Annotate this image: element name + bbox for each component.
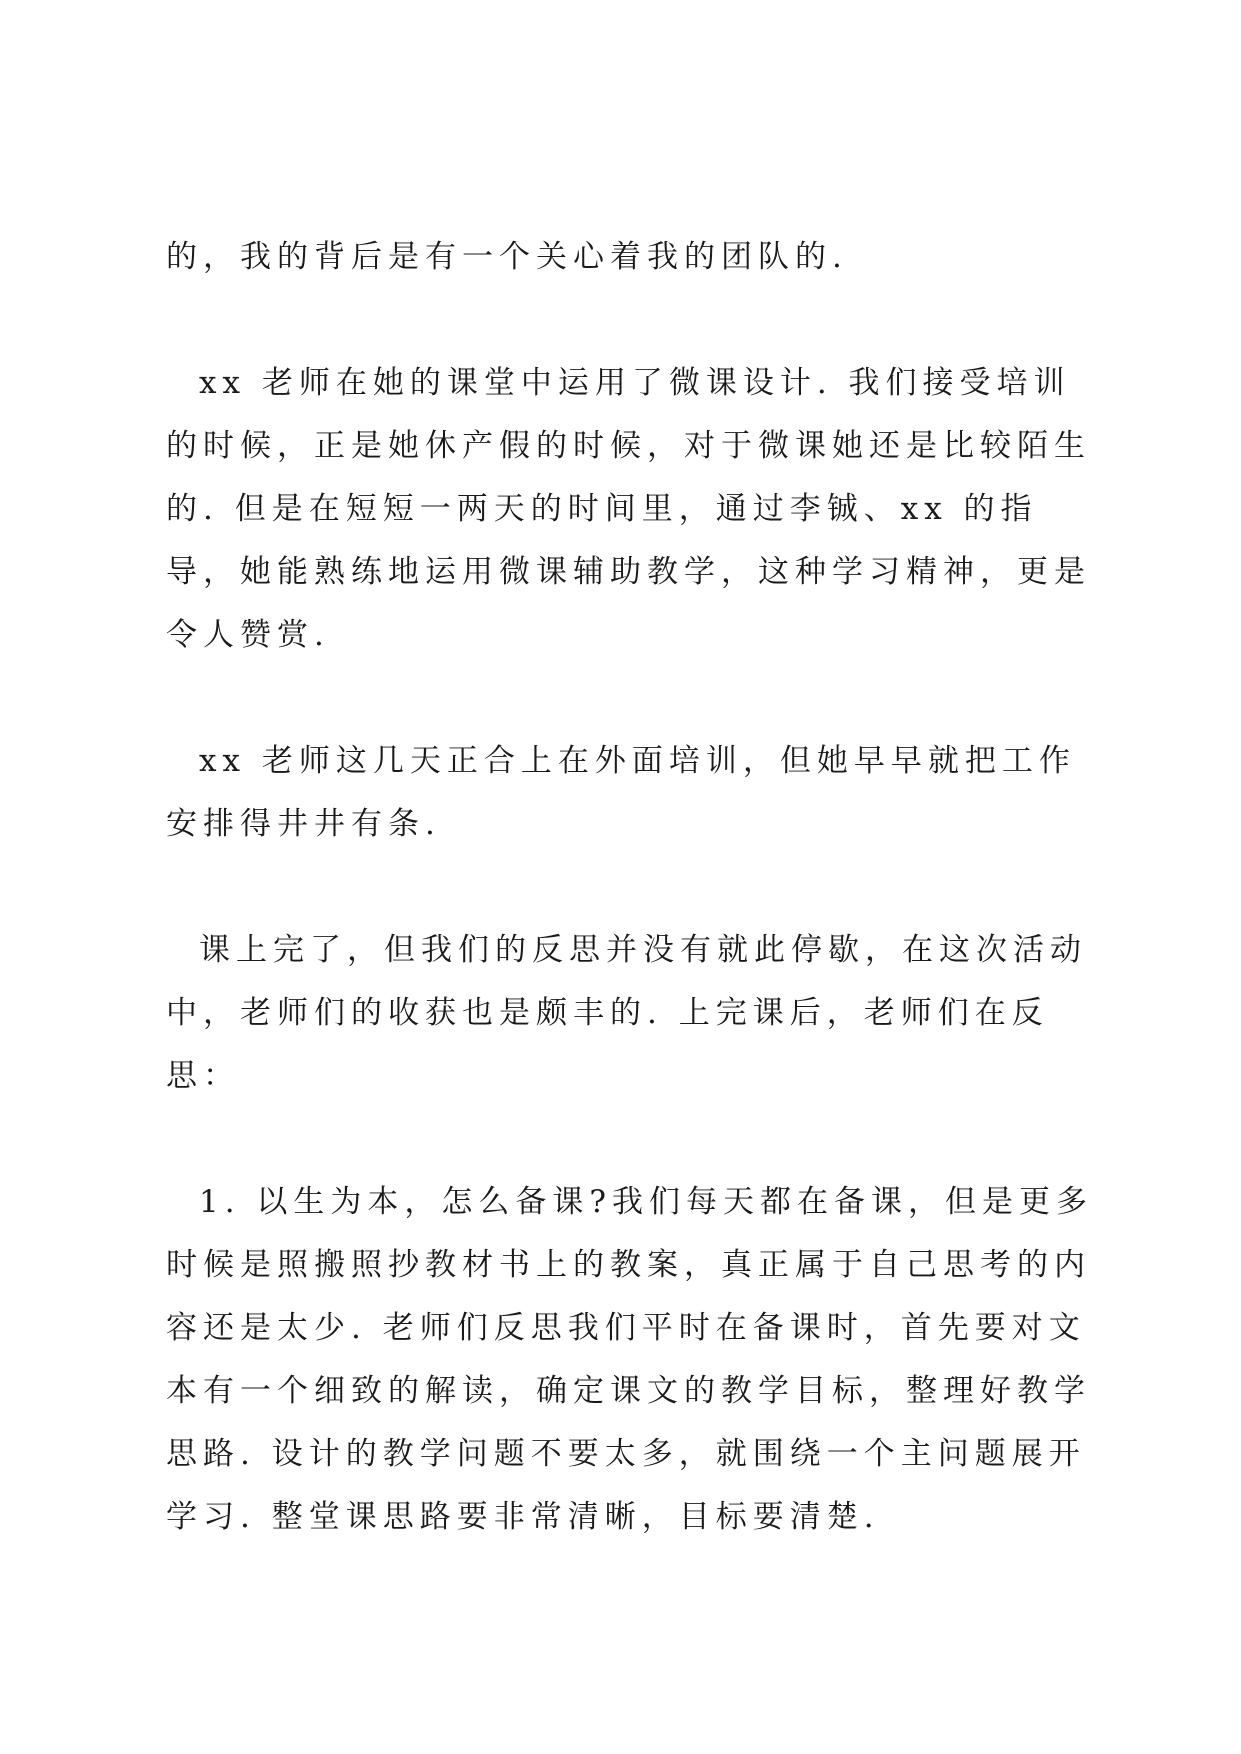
paragraph-3: xx 老师这几天正合上在外面培训，但她早早就把工作安排得井井有条. [166,743,1076,842]
paragraph-5: 1. 以生为本，怎么备课?我们每天都在备课，但是更多时候是照搬照抄教材书上的教案，真正属于自己思考的内容还是太少. 老师们反思我们平时在备课时，首先要对文本有一个细致的解读，确定课文的教学目标，整理好教学思路. 设计的教学问题不要太多，就围绕一个主问题展开学习. 整堂课思路要非常清晰，目标要清楚. [166,1184,1094,1535]
paragraph-4: 课上完了，但我们的反思并没有就此停歇，在这次活动中，老师们的收获也是颇丰的. 上完课后，老师们在反思： [166,932,1087,1094]
paragraph-gap [166,667,1106,730]
paragraph-gap [166,1108,1106,1171]
document-body [166,226,1106,1549]
paragraph-gap [166,289,1106,352]
paragraph-gap [166,856,1106,919]
paragraph-2: xx 老师在她的课堂中运用了微课设计. 我们接受培训的时候，正是她休产假的时候，对于微课她还是比较陌生的. 但是在短短一两天的时间里，通过李铖、xx 的指导，她能熟练地运用微课辅助教学，这种学习精神，更是令人赞赏. [166,365,1091,653]
paragraph-1: 的，我的背后是有一个关心着我的团队的. [166,239,848,275]
